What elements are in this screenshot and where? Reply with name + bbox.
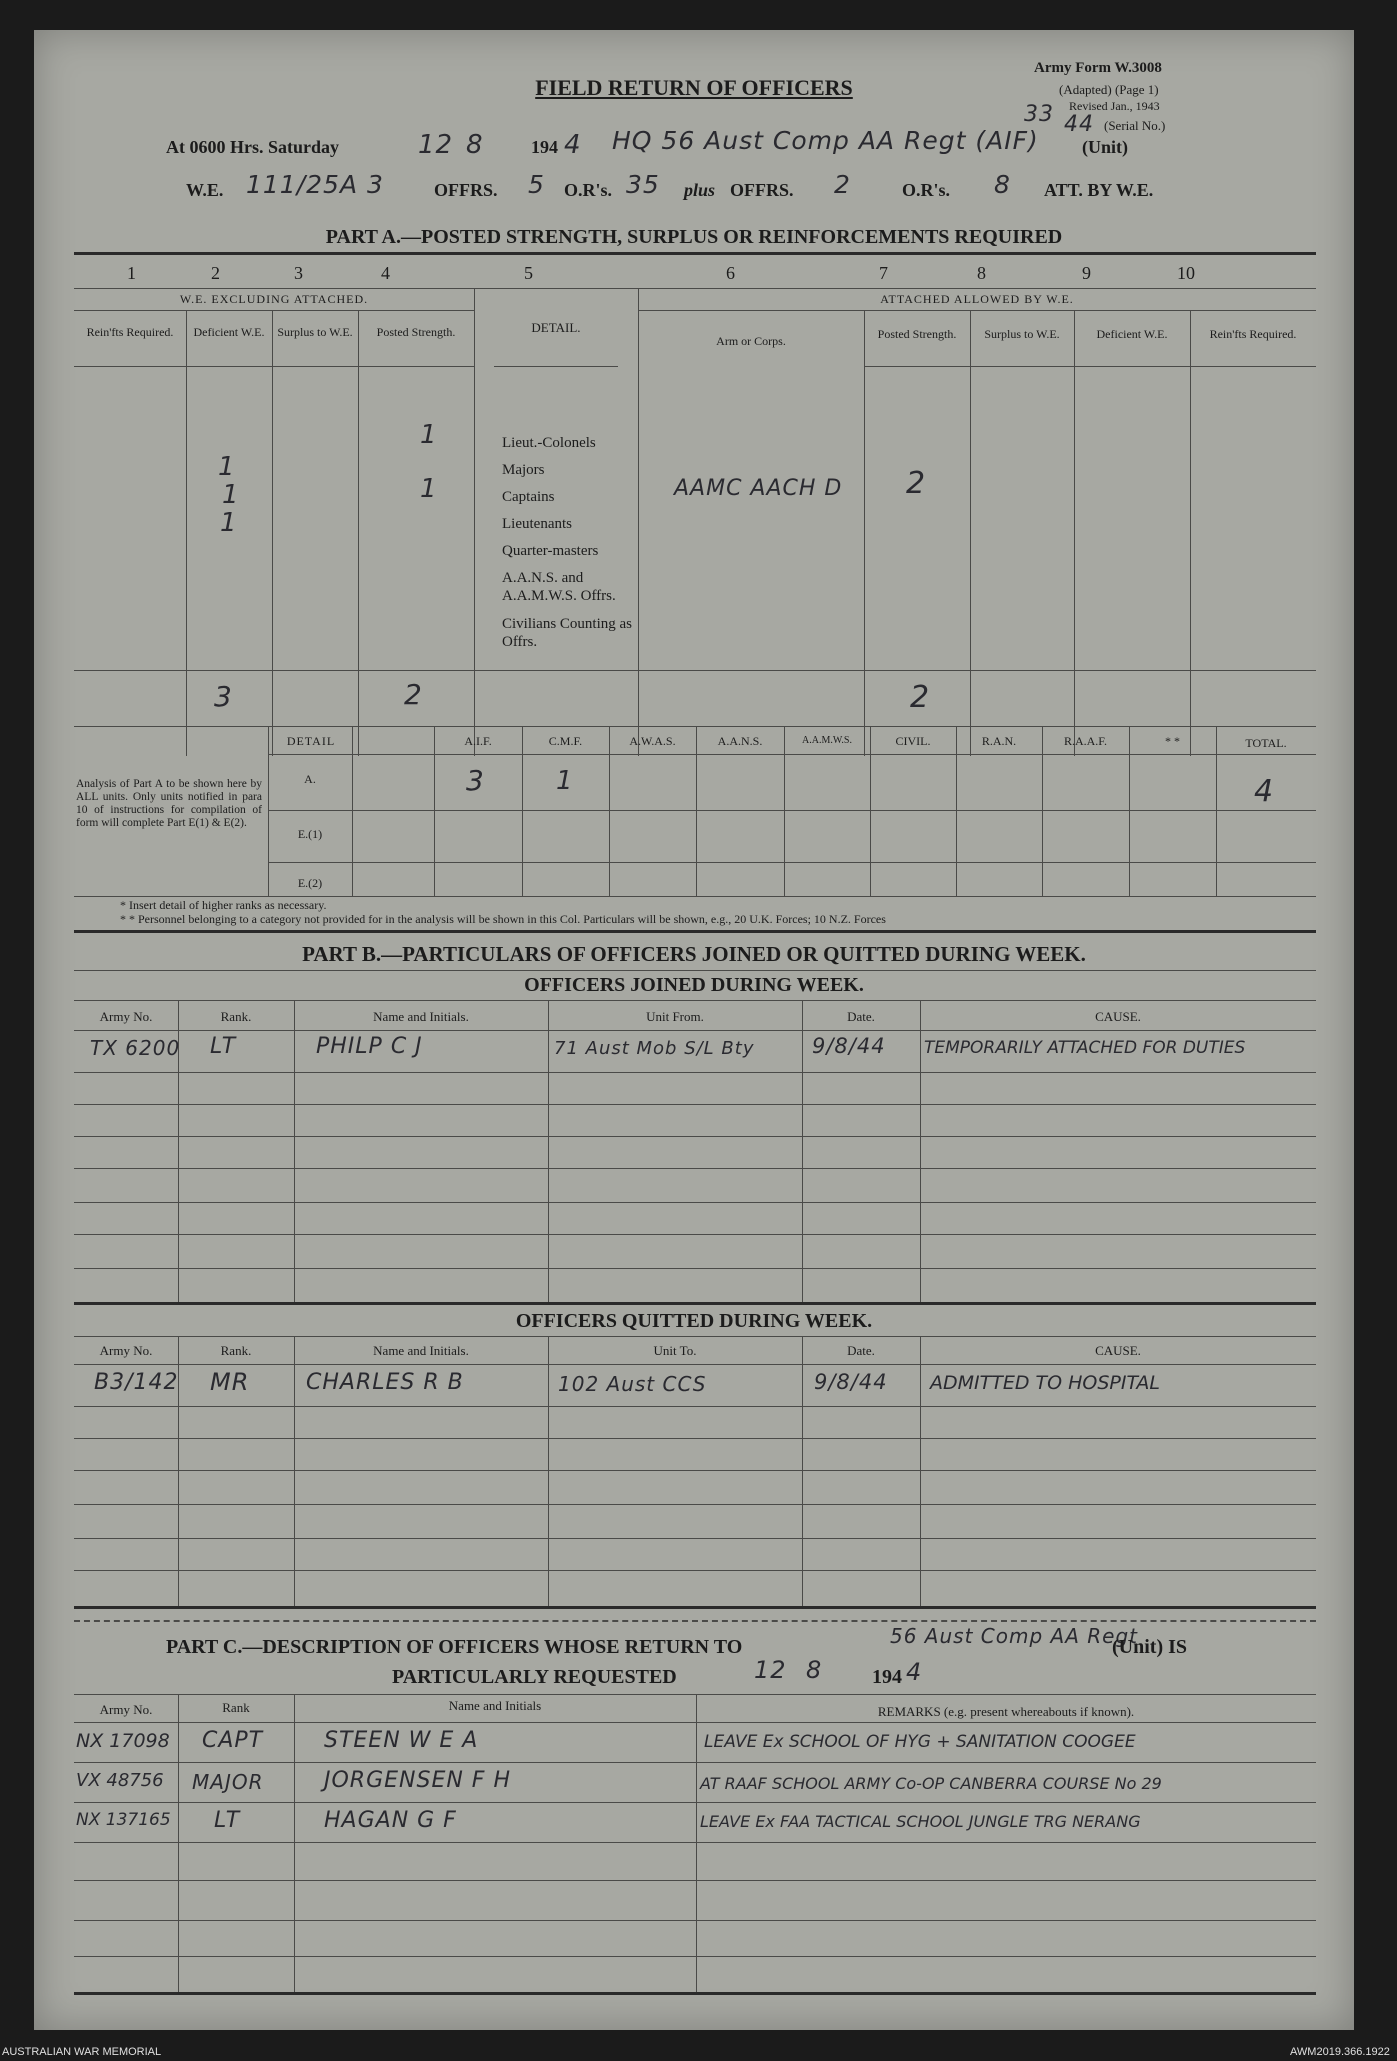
col1-header: Rein'fts Required. [86,325,174,339]
attached-posted-total: 2 [910,680,931,715]
joined-rank: LT [210,1034,237,1059]
rank-qm: Quarter-masters [502,543,599,559]
analysis-h-awas: A.W.A.S. [629,734,676,748]
joined-h-armyno: Army No. [99,1009,153,1024]
header-day: 12 [418,130,454,160]
part-c-line2: PARTICULARLY REQUESTED [392,1666,677,1688]
quitted-h-name: Name and Initials. [373,1343,469,1358]
col9-header: Deficient W.E. [1096,327,1168,341]
part-c-h-rank: Rank [222,1700,250,1715]
analysis-row-e2: E.(2) [297,876,323,890]
joined-h-rank: Rank. [220,1009,252,1024]
part-c-remarks-2: AT RAAF SCHOOL ARMY Co-OP CANBERRA COURSE No 29 [700,1774,1162,1793]
form-number: Army Form W.3008 [1034,60,1162,76]
part-c-h-armyno: Army No. [99,1702,153,1717]
joined-armyno: TX 6200 [90,1036,181,1060]
attached-posted: 2 [906,466,927,501]
joined-h-date: Date. [847,1009,875,1024]
serial-value: 33 [1024,102,1054,127]
analysis-h-aif: A.I.F. [464,734,492,748]
part-c-rank-3: LT [214,1808,241,1833]
part-c-unit-label: (Unit) IS [1112,1636,1188,1658]
part-c-year-prefix: 194 [872,1666,902,1688]
form-sheet [34,30,1354,2030]
part-c-remarks-3: LEAVE Ex FAA TACTICAL SCHOOL JUNGLE TRG NERANG [700,1812,1141,1831]
quitted-name: CHARLES R B [306,1370,464,1395]
quitted-h-unit: Unit To. [653,1343,697,1358]
quitted-h-rank: Rank. [220,1343,252,1358]
joined-cause: TEMPORARILY ATTACHED FOR DUTIES [924,1038,1246,1058]
analysis-h-detail: DETAIL [286,734,336,748]
serial-label: (Serial No.) [1104,118,1166,133]
footer-right: AWM2019.366.1922 [1290,2046,1390,2058]
joined-h-unit: Unit From. [646,1009,704,1024]
form-title: FIELD RETURN OF OFFICERS [535,75,853,100]
offrs-value: 5 [528,170,545,199]
ors2-label: O.R's. [902,180,951,200]
part-c-line1: PART C.—DESCRIPTION OF OFFICERS WHOSE RETURN TO [166,1636,743,1658]
analysis-row-a: A. [304,772,316,786]
arm-corps: AAMC AACH D [674,476,843,501]
joined-title: OFFICERS JOINED DURING WEEK. [524,974,864,996]
part-c-year-digit: 4 [906,1658,923,1686]
column-numbers: 1 2 3 4 5 6 7 8 9 10 [127,263,1195,283]
joined-unit: 71 Aust Mob S/L Bty [554,1038,755,1059]
part-c-name-1: STEEN W E A [324,1728,479,1753]
analysis-h-cmf: C.M.F. [548,734,583,748]
serial-value-2: 44 [1064,112,1094,137]
quitted-rank: MR [210,1368,250,1396]
analysis-h-raaf: R.A.A.F. [1063,734,1108,748]
part-c-armyno-3: NX 137165 [76,1810,171,1830]
footnote-1: * Insert detail of higher ranks as necessary. [120,898,327,912]
header-year-prefix: 194 [531,137,558,157]
analysis-h-ran: R.A.N. [981,734,1017,748]
analysis-note: Analysis of Part A to be shown here by ALL units. Only units notified in para 10 of instructions for compilation of form will complete Part E(1) & E(2). [76,778,262,829]
analysis-aif-value: 3 [466,764,485,797]
part-c-name-2: JORGENSEN F H [324,1768,512,1793]
joined-date: 9/8/44 [812,1034,886,1058]
analysis-h-total: TOTAL. [1245,736,1287,750]
joined-h-cause: CAUSE. [1095,1009,1141,1024]
ors-label: O.R's. [564,180,613,200]
offrs2-label: OFFRS. [730,180,794,200]
form-adapted: (Adapted) (Page 1) [1059,82,1159,97]
part-c-rank-2: MAJOR [192,1770,264,1794]
quitted-h-armyno: Army No. [99,1343,153,1358]
part-a-title: PART A.—POSTED STRENGTH, SURPLUS OR REINFORCEMENTS REQUIRED [325,226,1063,248]
deficient-lieutenants: 1 [220,508,238,538]
col6-header: Arm or Corps. [716,334,786,348]
quitted-h-date: Date. [847,1343,875,1358]
we-excluding-label: W.E. EXCLUDING ATTACHED. [179,292,369,306]
part-c-unit: 56 Aust Comp AA Regt [890,1624,1138,1648]
posted-captains: 1 [420,474,438,504]
joined-h-name: Name and Initials. [373,1009,469,1024]
col10-header: Rein'fts Required. [1209,327,1297,341]
attached-allowed-label: ATTACHED ALLOWED BY W.E. [880,292,1074,306]
col3-header: Surplus to W.E. [277,325,353,339]
rank-lt-col: Lieut.-Colonels [502,435,596,451]
quitted-date: 9/8/44 [814,1370,888,1394]
deficient-majors: 1 [218,452,236,482]
ranks-list [502,430,638,651]
analysis-cmf-value: 1 [556,766,574,796]
part-c-day: 12 [754,1656,787,1684]
at-label: At 0600 Hrs. Saturday [166,137,340,157]
footnote-2: * * Personnel belonging to a category not provided for in the analysis will be shown in this Col. Particulars will be shown, e.g., 20 U.K. Forces; 10 N.Z. Forces [120,912,886,926]
header-month: 8 [466,130,484,160]
offrs-label: OFFRS. [434,180,498,200]
joined-name: PHILP C J [316,1034,423,1059]
quitted-armyno: B3/142 [94,1370,179,1395]
part-c-armyno-1: NX 17098 [76,1730,170,1752]
rank-majors: Majors [502,462,545,478]
quitted-cause: ADMITTED TO HOSPITAL [930,1372,1160,1394]
quitted-unit: 102 Aust CCS [558,1372,707,1396]
quitted-title: OFFICERS QUITTED DURING WEEK. [515,1310,873,1332]
rank-lieutenants: Lieutenants [502,516,572,532]
quitted-h-cause: CAUSE. [1095,1343,1141,1358]
we-label: W.E. [186,180,224,200]
plus-label: plus [684,180,716,200]
part-b-title: PART B.—PARTICULARS OF OFFICERS JOINED OR QUITTED DURING WEEK. [302,942,1086,966]
footer-left: AUSTRALIAN WAR MEMORIAL [2,2046,162,2058]
part-c-h-name: Name and Initials [448,1698,542,1713]
col2-header: Deficient W.E. [193,325,265,339]
analysis-h-civil: CIVIL. [895,734,931,748]
unit-label: (Unit) [1082,137,1128,157]
part-c-armyno-2: VX 48756 [76,1770,164,1791]
posted-ltcol: 1 [420,420,438,450]
posted-total: 2 [404,678,423,711]
header-unit: HQ 56 Aust Comp AA Regt (AIF) [612,126,1039,155]
deficient-total: 3 [214,680,233,713]
analysis-row-e1: E.(1) [297,827,323,841]
offrs2-value: 2 [834,170,851,199]
ors2-value: 8 [994,170,1011,199]
analysis-h-aamws: A.A.M.W.S. [802,735,852,746]
part-c-month: 8 [806,1656,823,1684]
analysis-h-other: * * [1165,734,1180,748]
header-year-digit: 4 [564,130,582,160]
col4-header: Posted Strength. [376,325,456,339]
rank-civilians: Civilians Counting as Offrs. [502,616,633,650]
analysis-total-value: 4 [1254,774,1275,809]
part-c-remarks-1: LEAVE Ex SCHOOL OF HYG + SANITATION COOGEE [704,1732,1136,1752]
col7-header: Posted Strength. [877,327,957,341]
col8-header: Surplus to W.E. [984,327,1060,341]
rank-captains: Captains [502,489,555,505]
analysis-h-aans: A.A.N.S. [717,734,763,748]
detail-header: DETAIL. [531,320,581,335]
ors-value: 35 [626,170,660,199]
rank-aans: A.A.N.S. and A.A.M.W.S. Offrs. [502,570,616,604]
we-value: 111/25A 3 [246,170,384,199]
part-c-rank-1: CAPT [202,1728,264,1753]
deficient-captains: 1 [222,480,240,510]
att-label: ATT. BY W.E. [1044,180,1154,200]
part-c-name-3: HAGAN G F [324,1808,457,1833]
part-c-h-remarks: REMARKS (e.g. present whereabouts if known). [877,1704,1135,1719]
form-revised: Revised Jan., 1943 [1069,99,1160,113]
